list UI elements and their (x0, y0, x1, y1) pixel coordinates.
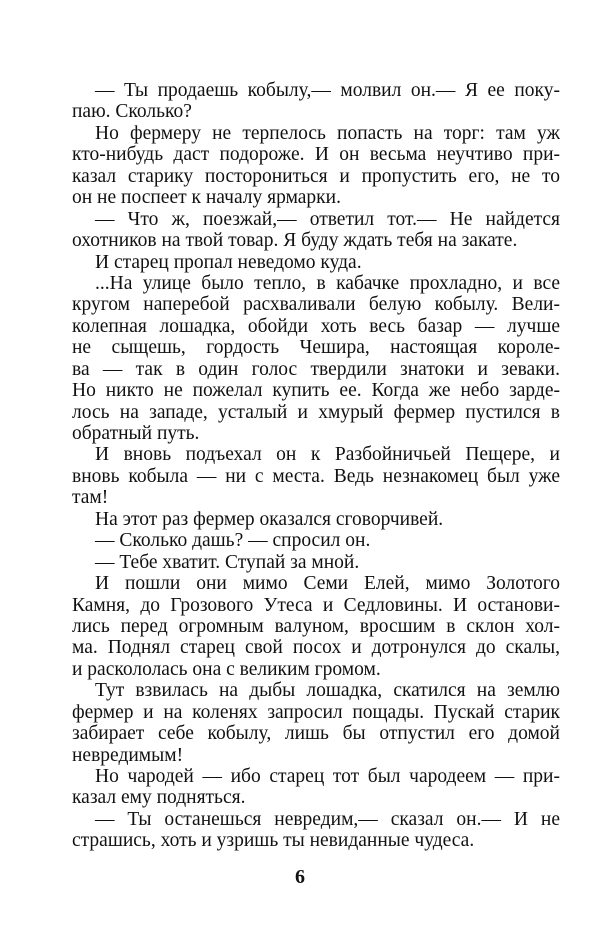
text-line: Но никто не пожелал купить ее. Когда же небо зарде- (72, 380, 560, 402)
page-number: 6 (295, 866, 305, 888)
text-line: кругом наперебой расхваливали белую кобылу. Вели- (72, 294, 560, 316)
text-line: И пошли они мимо Семи Елей, мимо Золотого (95, 573, 560, 595)
text-line: ва — так в один голос твердили знатоки и зеваки. (72, 358, 560, 380)
text-line: — Ты продаешь кобылу,— молвил он.— Я ее поку- (95, 80, 560, 101)
text-line: И вновь подъехал он к Разбойничьей Пещере, и (95, 444, 560, 466)
text-line: — Что ж, поезжай,— ответил тот.— Не найдется (95, 208, 560, 230)
text-line: На этот раз фермер оказался сговорчивей. (95, 508, 444, 530)
text-line: лись перед огромным валуном, вросшим в склон хол- (72, 615, 560, 637)
text-line: охотников на твой товар. Я буду ждать тебя на закате. (72, 230, 518, 252)
text-line: забирает себе кобылу, лишь бы отпустил его домой (72, 723, 560, 745)
text-line: кто-нибудь даст подороже. И он весьма неучтиво при- (72, 144, 560, 166)
text-line: он не поспеет к началу ярмарки. (72, 187, 341, 209)
text-line: лось на западе, усталый и хмурый фермер пустился в (72, 401, 560, 423)
text-line: Но чародей — ибо старец тот был чародеем — при- (95, 766, 560, 787)
text-line: И старец пропал неведомо куда. (95, 251, 362, 273)
text-line: фермер и на коленях запросил пощады. Пускай старик (72, 701, 560, 723)
text-line: обратный путь. (72, 423, 200, 444)
text-line: паю. Сколько? (72, 101, 192, 123)
text-line: там! (72, 487, 109, 509)
text-line: ...На улице было тепло, в кабачке прохладно, и все (95, 272, 560, 294)
text-line: не сыщешь, гордость Чешира, настоящая короле- (72, 337, 560, 359)
text-line: Камня, до Грозового Утеса и Седловины. И останови- (72, 594, 560, 616)
text-line: — Сколько дашь? — спросил он. (95, 530, 371, 552)
text-line: страшись, хоть и узришь ты невиданные чудеса. (72, 830, 475, 852)
text-line: невредимым! (72, 744, 184, 766)
text-line: казал ему подняться. (72, 787, 246, 809)
text-line: — Ты останешься невредим,— сказал он.— И не (95, 808, 560, 830)
page-body-text (72, 80, 560, 852)
text-line: Но фермеру не терпелось попасть на торг: там уж (95, 122, 560, 144)
text-line: вновь кобыла — ни с места. Ведь незнакомец был уже (72, 465, 560, 487)
text-line: и раскололась она с великим громом. (72, 658, 381, 680)
text-line: ма. Поднял старец свой посох и дотронулся до скалы, (72, 637, 560, 659)
text-line: Тут взвилась на дыбы лошадка, скатился на землю (95, 680, 560, 702)
text-line: казал старику посторониться и пропустить его, не то (72, 165, 560, 187)
text-line: колепная лошадка, обойди хоть весь базар — лучше (72, 315, 560, 337)
text-line: — Тебе хватит. Ступай за мной. (95, 551, 360, 573)
